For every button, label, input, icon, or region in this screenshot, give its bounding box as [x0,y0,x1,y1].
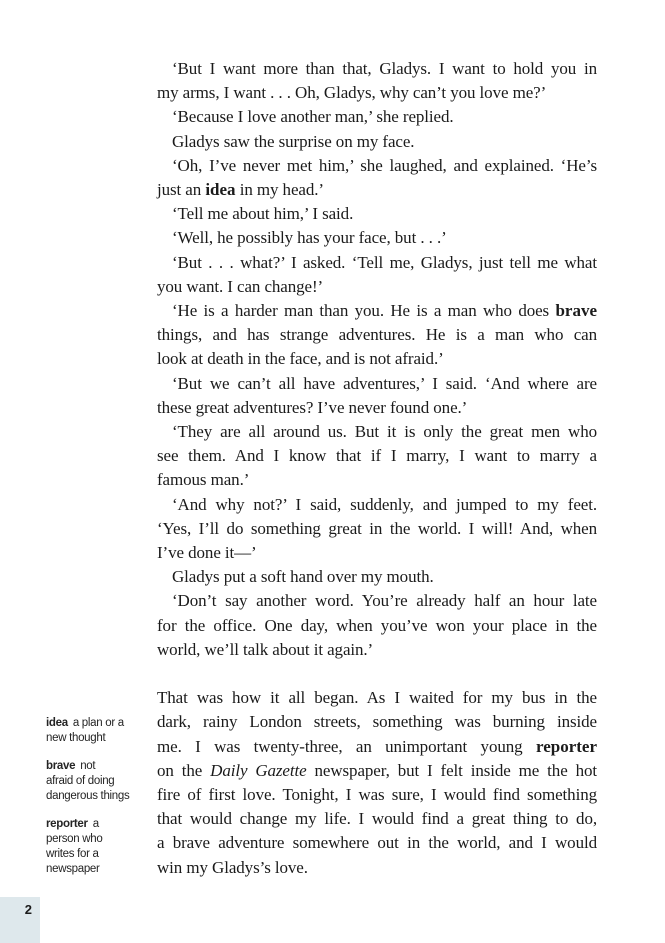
text-line: on the Daily Gazette newspaper, but I felt inside me the hot [157,760,597,780]
text-line: my arms, I want . . . Oh, Gladys, why can’t you love me?’ [157,83,547,103]
glossary-definition: a [92,818,99,830]
text-line: ‘Oh, I’ve never met him,’ she laughed, and explained. ‘He’s [172,155,597,175]
text-line: look at death in the face, and is not afraid.’ [157,349,444,369]
glossary-line [46,817,146,832]
text-line: Gladys put a soft hand over my mouth. [172,567,434,587]
text-line: just an idea in my head.’ [157,180,324,200]
text-line: ‘Well, he possibly has your face, but . . .’ [172,228,447,248]
text-line: a brave adventure somewhere out in the world, and I would [157,833,597,853]
paragraph [157,154,597,202]
text-line: Gladys saw the surprise on my face. [172,131,415,151]
glossary-line [46,789,146,804]
paragraph [157,589,597,662]
paragraph [157,565,597,589]
text-line: That was how it all began. As I waited for my bus in the [157,688,597,708]
text-line: fire of first love. Tonight, I was sure, I would find something [157,785,597,805]
text-line: things, and has strange adventures. He is a man who can [157,325,597,345]
glossary-definition: a plan or a [72,717,124,729]
glossary-line [46,716,146,731]
glossary-definition: writes for a [46,848,99,860]
glossary-line [46,731,146,746]
text-line: that would change my life. I would find a great thing to do, [157,809,597,829]
text-line: see them. And I know that if I marry, I want to marry a [157,446,597,466]
glossary-line [46,862,146,877]
text-line: famous man.’ [157,470,250,490]
glossary-line [46,832,146,847]
text-line: ‘Tell me about him,’ I said. [172,204,354,224]
glossary-definition: dangerous things [46,790,130,802]
paragraph [157,57,597,105]
text-line: dark, rainy London streets, something was burning inside [157,712,597,732]
page-number-tab [0,897,40,943]
text-line: ‘But I want more than that, Gladys. I want to hold you in [172,59,597,78]
text-line: I’ve done it—’ [157,543,257,563]
glossary-line [46,774,146,789]
text-line: world, we’ll talk about it again.’ [157,639,374,659]
text-line: ‘But . . . what?’ I asked. ‘Tell me, Gladys, just tell me what [172,252,597,272]
paragraph [157,686,597,880]
text-line: ‘Don’t say another word. You’re already half an hour late [172,591,597,611]
glossary-definition: afraid of doing [46,775,115,787]
story-text [157,57,597,880]
glossary-term: reporter [46,818,88,830]
glossary-line [46,759,146,774]
text-line: for the office. One day, when you’ve won your place in the [157,615,597,635]
paragraph [157,299,597,372]
glossary-definition: person who [46,833,103,845]
glossary-entry [46,759,146,804]
text-line: you want. I can change!’ [157,276,324,296]
text-line: these great adventures? I’ve never found one.’ [157,397,468,417]
glossary-term: idea [46,717,68,729]
paragraph [157,420,597,493]
glossary-definition: not [80,760,96,772]
page-number: 2 [24,902,32,917]
glossary-term: brave [46,760,76,772]
text-line: ‘He is a harder man than you. He is a man who does brave [172,301,597,321]
paragraph [157,493,597,566]
text-line: ‘Yes, I’ll do something great in the world. I will! And, when [157,518,597,538]
text-line: ‘Because I love another man,’ she replied. [172,107,454,127]
glossary-definition: new thought [46,732,106,744]
glossary-line [46,847,146,862]
text-line: ‘And why not?’ I said, suddenly, and jumped to my feet. [172,494,597,514]
text-line: ‘They are all around us. But it is only the great men who [172,422,597,442]
paragraph [157,251,597,299]
paragraph [157,372,597,420]
text-line: me. I was twenty-three, an unimportant young reporter [157,736,597,756]
glossary-definition: newspaper [46,863,100,875]
glossary-entry [46,716,146,746]
paragraph [157,202,597,226]
text-line: ‘But we can’t all have adventures,’ I said. ‘And where are [172,373,597,393]
glossary-entry [46,817,146,877]
paragraph [157,130,597,154]
paragraph [157,105,597,129]
paragraph [157,226,597,250]
margin-glossary [46,716,146,890]
text-line: win my Gladys’s love. [157,857,308,877]
